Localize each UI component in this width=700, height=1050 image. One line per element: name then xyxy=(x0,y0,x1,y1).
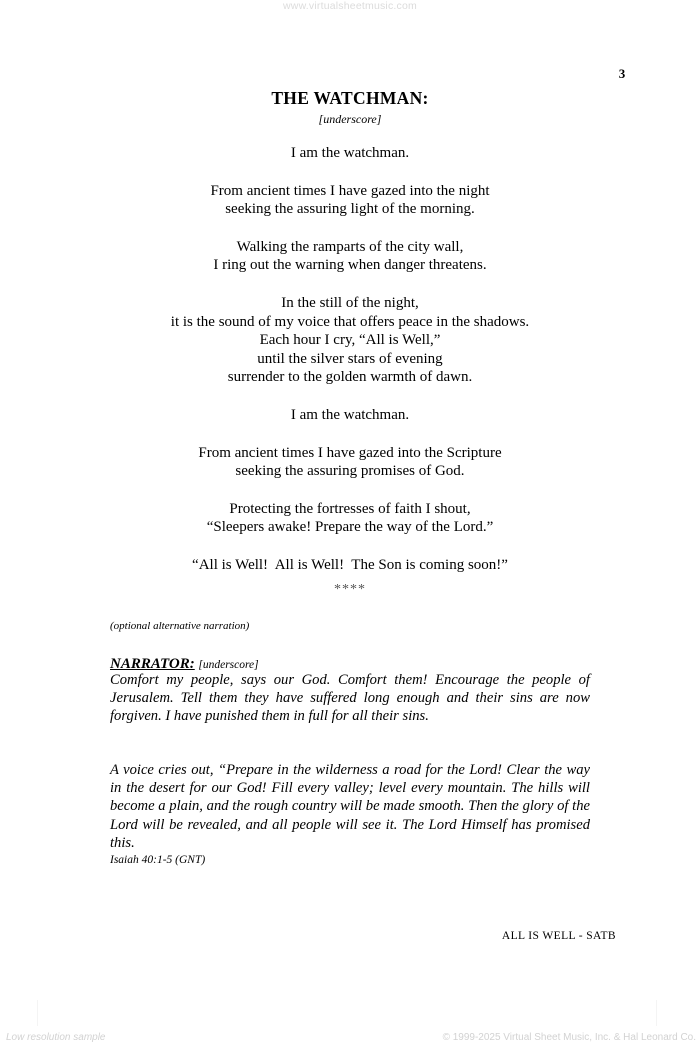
poem-stanza xyxy=(0,182,700,219)
title-cue: [underscore] xyxy=(318,112,382,126)
poem-line: surrender to the golden warmth of dawn. xyxy=(227,369,473,386)
section-divider: **** xyxy=(334,582,366,597)
narration-paragraph-1: Comfort my people, says our God. Comfort them! Encourage the people of Jerusalem. Tell them they have suffered long enough and their sins are now forgiven. I have punished them in full for all their sins. xyxy=(110,672,590,725)
song-title-footer: ALL IS WELL - SATB xyxy=(501,930,616,942)
poem-stanza xyxy=(0,144,700,163)
poem-line: From ancient times I have gazed into the night xyxy=(210,182,490,199)
poem-stanza xyxy=(0,406,700,425)
narration-paragraph-2: A voice cries out, “Prepare in the wilderness a road for the Lord! Clear the way in the desert for our God! Fill every valley; level every mountain. The hills will become a plain, and the rough country will be made smooth. Then the glory of the Lord will be revealed, and all people will see it. The Lord Himself has promised this. xyxy=(110,762,590,851)
poem-stanza xyxy=(0,238,700,275)
poem-line: I ring out the warning when danger threatens. xyxy=(213,257,487,274)
narrator-label: NARRATOR: xyxy=(110,656,195,672)
scripture-reference: Isaiah 40:1-5 (GNT) xyxy=(110,854,206,866)
poem-line: “All is Well! All is Well! The Son is coming soon!” xyxy=(192,556,508,573)
crop-mark-right xyxy=(656,1000,657,1026)
crop-mark-left xyxy=(37,1000,38,1026)
poem-line: Protecting the fortresses of faith I shout, xyxy=(229,500,471,517)
poem-line: seeking the assuring promises of God. xyxy=(235,463,465,480)
poem-line: I am the watchman. xyxy=(290,145,410,161)
poem-line: I am the watchman. xyxy=(290,406,410,423)
poem-stanza xyxy=(0,556,700,575)
poem-stanza xyxy=(0,500,700,537)
poem-line: Each hour I cry, “All is Well,” xyxy=(259,332,441,349)
low-resolution-notice: Low resolution sample xyxy=(6,1032,106,1043)
poem-stanza xyxy=(0,294,700,387)
poem-body xyxy=(0,144,700,594)
poem-line: In the still of the night, xyxy=(281,294,419,311)
poem-line: Walking the ramparts of the city wall, xyxy=(236,238,464,255)
copyright-notice: © 1999-2025 Virtual Sheet Music, Inc. & Hal Leonard Co. xyxy=(442,1032,696,1043)
watermark-top: www.virtualsheetmusic.com xyxy=(283,0,417,12)
poem-line: until the silver stars of evening xyxy=(257,350,443,367)
page-number: 3 xyxy=(618,66,626,81)
poem-line: “Sleepers awake! Prepare the way of the Lord.” xyxy=(206,519,494,536)
poem-line: seeking the assuring light of the morning. xyxy=(225,201,475,218)
narration-note: (optional alternative narration) xyxy=(110,620,250,632)
poem-line: it is the sound of my voice that offers peace in the shadows. xyxy=(170,313,530,330)
poem-stanza xyxy=(0,444,700,481)
poem-line: From ancient times I have gazed into the Scripture xyxy=(198,444,502,461)
narrator-cue: [underscore] xyxy=(198,659,259,671)
page-title: THE WATCHMAN: xyxy=(271,88,429,108)
sample-footer-bar xyxy=(0,1028,700,1050)
